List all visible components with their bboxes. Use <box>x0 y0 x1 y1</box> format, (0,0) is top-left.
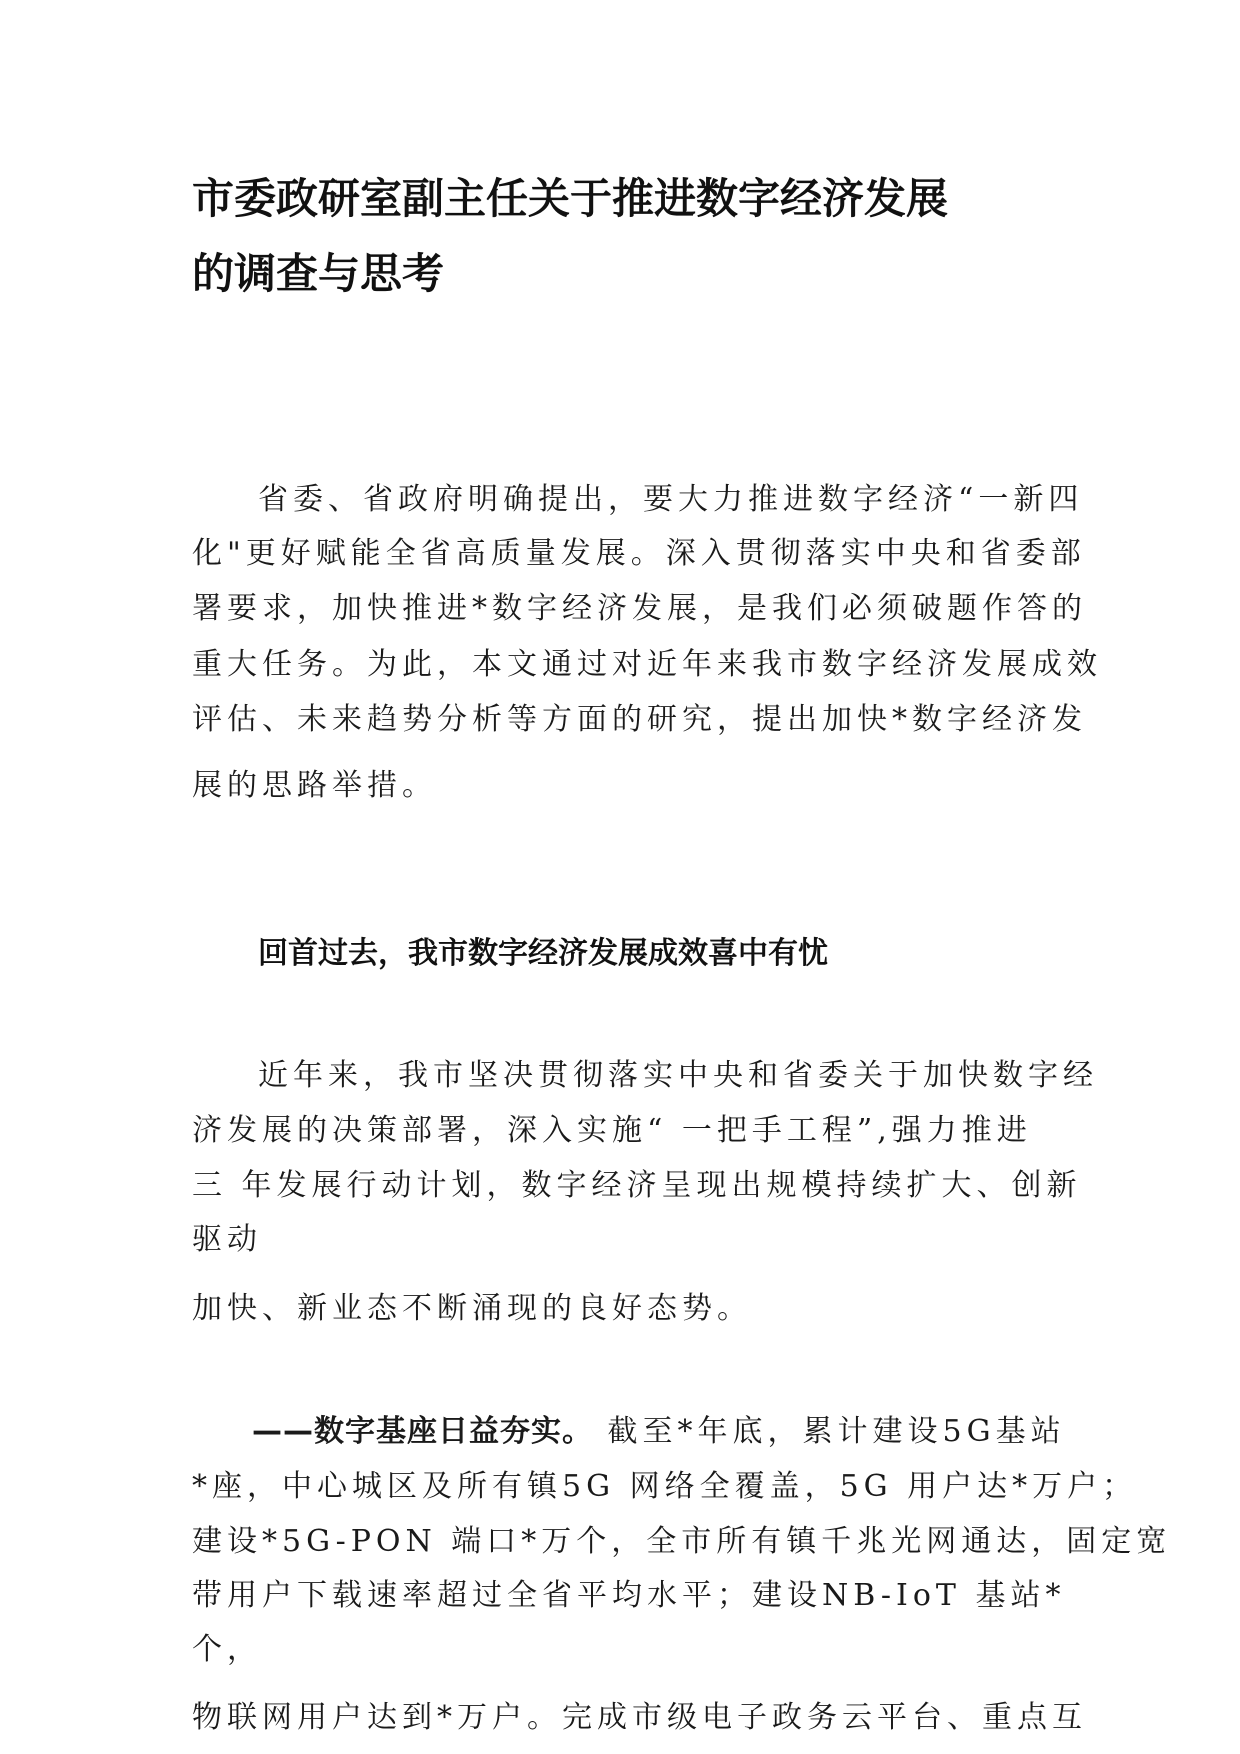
para3-line-2: *座，中心城区及所有镇5G 网络全覆盖，5G 用户达*万户； <box>192 1469 1138 1504</box>
document-title-line-2: 的调查与思考 <box>192 249 445 298</box>
para3-line-5: 个， <box>192 1632 262 1667</box>
para2-line-5: 加快、新业态不断涌现的良好态势。 <box>192 1291 752 1326</box>
para3-line-3: 建设*5G-PON 端口*万个，全市所有镇千兆光网通达，固定宽 <box>192 1524 1172 1559</box>
para3-line-1 <box>252 1414 1066 1450</box>
para2-line-3: 三 年发展行动计划，数字经济呈现出规模持续扩大、创新 <box>192 1168 1082 1203</box>
section-heading: 回首过去，我市数字经济发展成效喜中有忧 <box>258 936 828 971</box>
para3-bold-lead: ——数字基座日益夯实。 <box>252 1414 593 1449</box>
intro-line-5: 评估、未来趋势分析等方面的研究，提出加快*数字经济发 <box>192 702 1087 737</box>
intro-line-4: 重大任务。为此，本文通过对近年来我市数字经济发展成效 <box>192 647 1102 682</box>
para2-line-2: 济发展的决策部署，深入实施“ 一把手工程”,强力推进 <box>192 1113 1032 1148</box>
para2-line-4: 驱动 <box>192 1222 262 1257</box>
intro-line-6: 展的思路举措。 <box>192 768 437 803</box>
document-title-line-1: 市委政研室副主任关于推进数字经济发展 <box>192 174 949 223</box>
intro-line-2: 化"更好赋能全省高质量发展。深入贯彻落实中央和省委部 <box>192 536 1086 571</box>
intro-line-1: 省委、省政府明确提出，要大力推进数字经济“一新四 <box>258 482 1084 517</box>
para3-line-1-text: 截至*年底，累计建设5G基站 <box>593 1414 1066 1449</box>
para2-line-1: 近年来，我市坚决贯彻落实中央和省委关于加快数字经 <box>258 1058 1098 1093</box>
intro-line-3: 署要求，加快推进*数字经济发展，是我们必须破题作答的 <box>192 591 1087 626</box>
para3-line-6: 物联网用户达到*万户。完成市级电子政务云平台、重点互 <box>192 1700 1087 1735</box>
para3-line-4: 带用户下载速率超过全省平均水平；建设NB-IoT 基站* <box>192 1578 1066 1613</box>
